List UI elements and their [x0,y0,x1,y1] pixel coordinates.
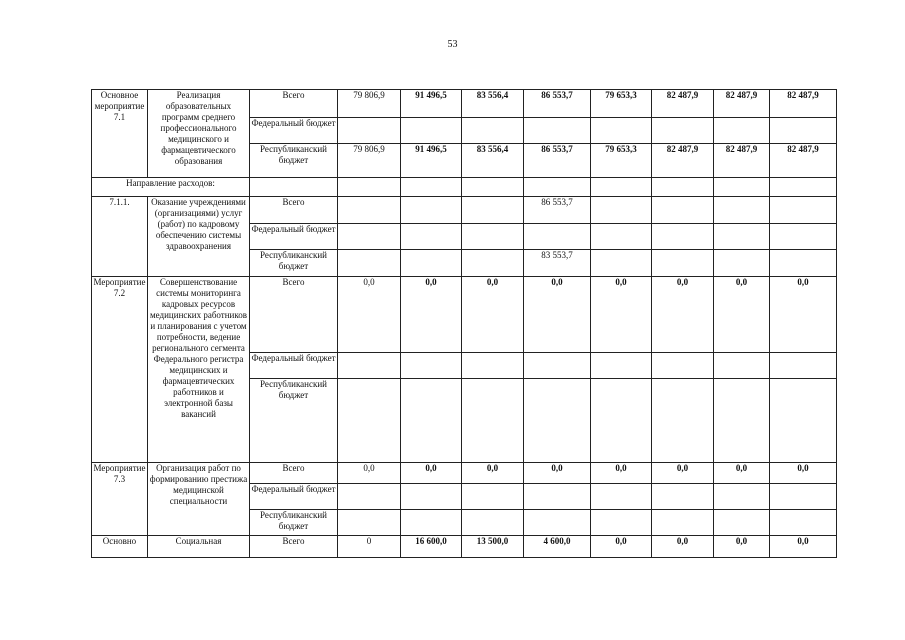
event-code-cell: 7.1.1. [92,197,148,277]
value-cell: 82 487,9 [770,90,837,118]
source-federal-cell: Федеральный бюджет [250,118,338,144]
value-cell: 0,0 [770,277,837,353]
event-name-cell: Организация работ по формированию престижа медицинской специальности [148,463,250,536]
source-total-cell: Всего [250,90,338,118]
value-cell: 83 556,4 [462,144,524,178]
value-cell: 0,0 [652,536,714,558]
value-cell: 82 487,9 [652,144,714,178]
source-federal-cell: Федеральный бюджет [250,484,338,510]
value-cell: 79 653,3 [591,144,652,178]
value-cell: 0,0 [770,463,837,484]
event-name-cell: Социальная [148,536,250,558]
value-cell: 86 553,7 [524,197,591,224]
value-cell: 0,0 [714,536,770,558]
value-cell: 86 553,7 [524,90,591,118]
source-republic-cell: Республиканский бюджет [250,379,338,463]
value-cell: 83 556,4 [462,90,524,118]
value-cell: 86 553,7 [524,144,591,178]
table-row [92,197,837,224]
value-cell: 0,0 [591,277,652,353]
table-row [92,463,837,484]
value-cell: 79 806,9 [338,144,401,178]
value-cell: 0,0 [524,277,591,353]
value-cell: 4 600,0 [524,536,591,558]
value-cell: 82 487,9 [714,90,770,118]
table-row [92,277,837,353]
source-total-cell: Всего [250,536,338,558]
source-total-cell: Всего [250,277,338,353]
value-cell: 0,0 [462,463,524,484]
source-federal-cell: Федеральный бюджет [250,353,338,379]
value-cell: 0,0 [338,463,401,484]
table-row [92,90,837,118]
value-cell: 0,0 [652,463,714,484]
value-cell: 0,0 [524,463,591,484]
value-cell: 82 487,9 [652,90,714,118]
value-cell: 82 487,9 [714,144,770,178]
table-row [92,536,837,558]
value-cell: 0,0 [770,536,837,558]
value-cell: 91 496,5 [401,90,462,118]
value-cell: 79 806,9 [338,90,401,118]
value-cell: 0,0 [338,277,401,353]
source-republic-cell: Республиканский бюджет [250,144,338,178]
value-cell: 91 496,5 [401,144,462,178]
event-code-cell: Мероприятие 7.2 [92,277,148,463]
budget-table [91,89,837,558]
value-cell: 0 [338,536,401,558]
value-cell: 82 487,9 [770,144,837,178]
value-cell: 13 500,0 [462,536,524,558]
event-code-cell: Основное мероприятие 7.1 [92,90,148,178]
source-republic-cell: Республиканский бюджет [250,510,338,536]
value-cell: 0,0 [714,277,770,353]
event-name-cell: Реализация образовательных программ среднего профессионального медицинского и фармацевтического образования [148,90,250,178]
source-total-cell: Всего [250,463,338,484]
value-cell: 0,0 [591,463,652,484]
event-code-cell: Основно [92,536,148,558]
source-total-cell: Всего [250,197,338,224]
direction-label: Направление расходов: [92,178,250,197]
value-cell: 0,0 [462,277,524,353]
event-code-cell: Мероприятие 7.3 [92,463,148,536]
value-cell: 0,0 [714,463,770,484]
source-republic-cell: Республиканский бюджет [250,250,338,277]
page-number: 53 [447,39,458,50]
table-row [92,178,837,197]
value-cell: 83 553,7 [524,250,591,277]
value-cell: 16 600,0 [401,536,462,558]
value-cell: 0,0 [591,536,652,558]
value-cell: 0,0 [401,463,462,484]
event-name-cell: Совершенствование системы мониторинга кадровых ресурсов медицинских работников и планирования с учетом потребности, ведение регионального сегмента Федерального регистра медицинских и фармацевтических работников и электронной базы вакансий [148,277,250,463]
value-cell: 0,0 [652,277,714,353]
value-cell: 79 653,3 [591,90,652,118]
source-federal-cell: Федеральный бюджет [250,224,338,250]
value-cell: 0,0 [401,277,462,353]
event-name-cell: Оказание учреждениями (организациями) услуг (работ) по кадровому обеспечению системы здравоохранения [148,197,250,277]
